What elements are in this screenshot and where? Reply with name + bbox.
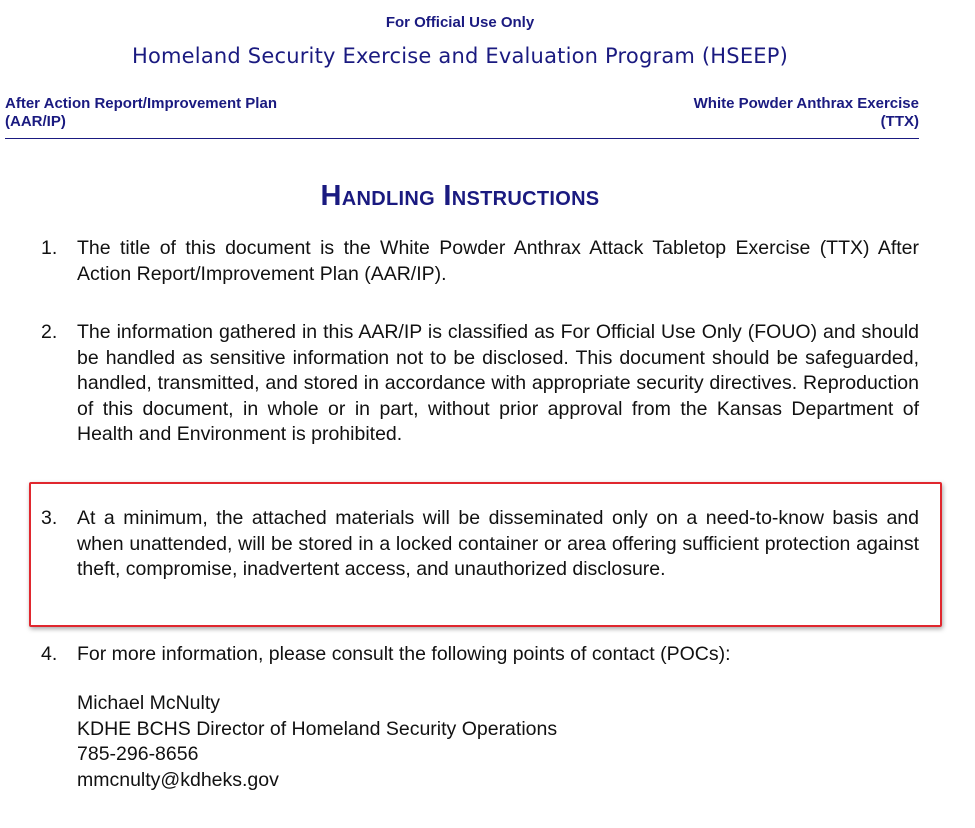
list-item-1 xyxy=(41,236,919,287)
header-report-name-line2: (AAR/IP) xyxy=(5,113,66,130)
contact-email: mmcnulty@kdheks.gov xyxy=(77,768,279,791)
contact-title: KDHE BCHS Director of Homeland Security Operations xyxy=(77,717,558,740)
list-item-number: 3. xyxy=(41,507,58,529)
highlight-box xyxy=(29,482,942,627)
header-report-name xyxy=(5,95,277,131)
section-title: Handling Instructions xyxy=(320,180,600,212)
contact-name: Michael McNulty xyxy=(77,692,221,714)
list-item-text: The title of this document is the White Powder Anthrax Attack Tabletop Exercise (TTX) After Action Report/Improvement Plan (AAR/IP). xyxy=(77,237,919,285)
list-item-2 xyxy=(41,320,919,448)
list-item-number: 1. xyxy=(41,237,58,259)
list-item-number: 4. xyxy=(41,643,58,665)
list-item-text: For more information, please consult the following points of contact (POCs): xyxy=(77,643,731,665)
list-item-number: 2. xyxy=(41,321,58,343)
header-exercise-name-line2: (TTX) xyxy=(880,113,919,130)
list-item-text: At a minimum, the attached materials will be disseminated only on a need-to-know basis and when unattended, will be stored in a locked container or area offering sufficient protection against theft, compromise, inadvertent access, and unauthorized disclosure. xyxy=(77,507,919,580)
program-title: Homeland Security Exercise and Evaluation Program (HSEEP) xyxy=(131,44,789,68)
contact-phone: 785-296-8656 xyxy=(77,743,199,765)
classification-label: For Official Use Only xyxy=(385,14,535,31)
header-exercise-name xyxy=(694,95,919,131)
list-item-text: The information gathered in this AAR/IP is classified as For Official Use Only (FOUO) and should be handled as sensitive information not to be disclosed. This document should be safeguarded, handled, transmitted, and stored in accordance with appropriate security directives. Reproduction of this document, in whole or in part, without prior approval from the Kansas Department of Health and Environment is prohibited. xyxy=(77,321,919,445)
header-divider xyxy=(5,138,919,139)
list-item-4 xyxy=(41,642,919,668)
header-report-name-line1: After Action Report/Improvement Plan xyxy=(5,95,277,112)
header-exercise-name-line1: White Powder Anthrax Exercise xyxy=(693,95,919,112)
point-of-contact xyxy=(77,691,557,793)
